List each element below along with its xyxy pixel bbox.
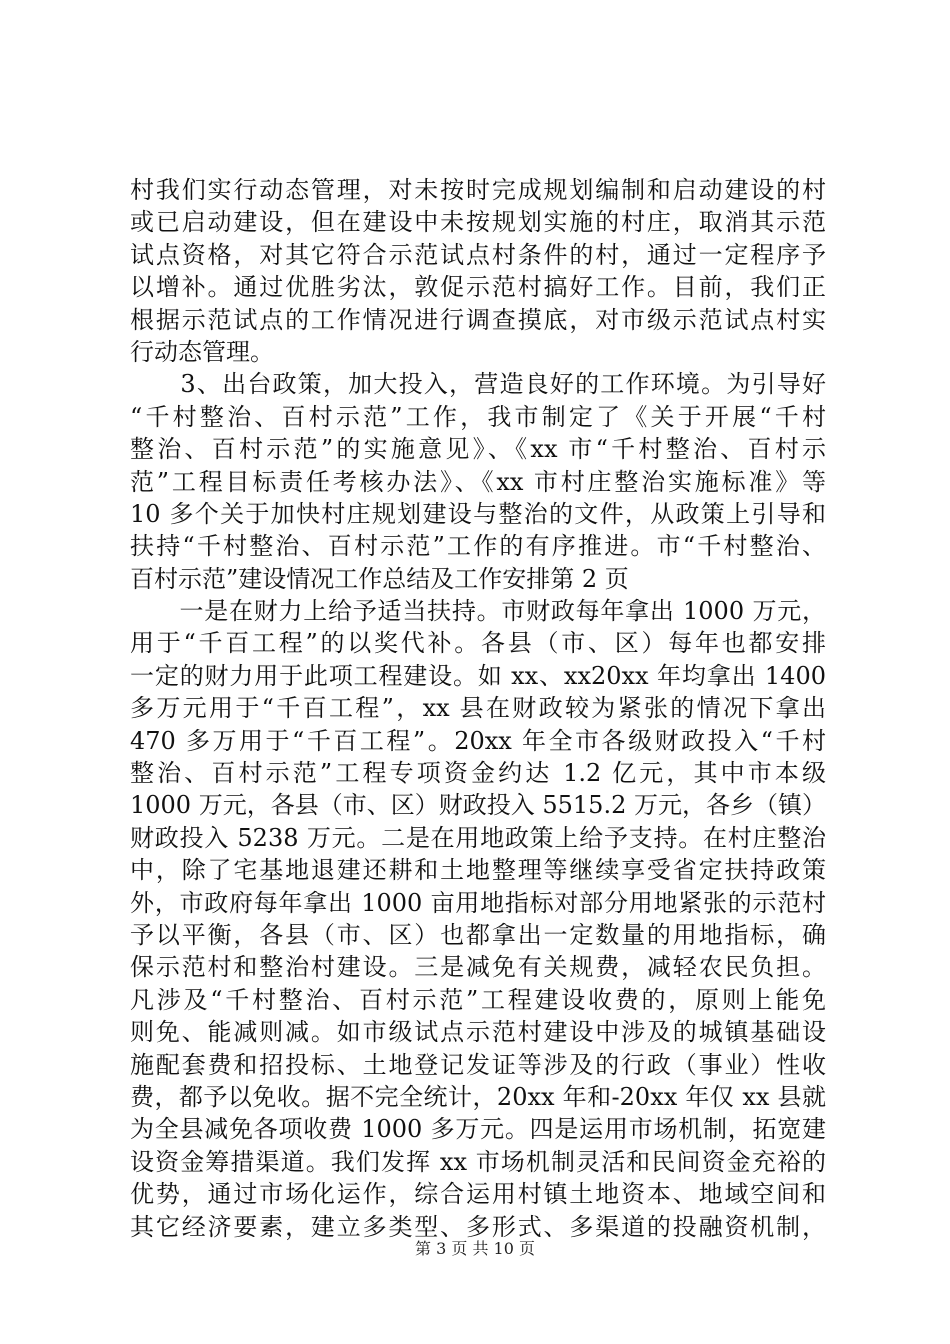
text-line: 1000 万元，各县（市、区）财政投入 5515.2 万元，各乡（镇） [130, 791, 826, 820]
text-line: 以增补。通过优胜劣汰，敦促示范村搞好工作。目前，我们正 [130, 273, 826, 302]
text-line: 设资金筹措渠道。我们发挥 xx 市场机制灵活和民间资金充裕的 [130, 1147, 826, 1176]
text-line: 中，除了宅基地退建还耕和土地整理等继续享受省定扶持政策 [130, 856, 826, 885]
body-text [130, 174, 826, 1243]
text-line: 百村示范”建设情况工作总结及工作安排第 2 页 [130, 564, 629, 593]
text-line: 扶持“千村整治、百村示范”工作的有序推进。市“千村整治、 [130, 532, 826, 561]
text-line: 予以平衡，各县（市、区）也都拿出一定数量的用地指标，确 [130, 920, 826, 949]
text-line: 优势，通过市场化运作，综合运用村镇土地资本、地域空间和 [130, 1180, 826, 1209]
text-line: 凡涉及“千村整治、百村示范”工程建设收费的，原则上能免 [130, 985, 826, 1014]
text-line: 10 多个关于加快村庄规划建设与整治的文件，从政策上引导和 [130, 499, 826, 528]
text-line: 财政投入 5238 万元。二是在用地政策上给予支持。在村庄整治 [130, 823, 826, 852]
text-line: 用于“千百工程”的以奖代补。各县（市、区）每年也都安排 [130, 629, 826, 658]
text-line: 为全县减免各项收费 1000 多万元。四是运用市场机制，拓宽建 [130, 1115, 826, 1144]
text-line: 保示范村和整治村建设。三是减免有关规费，减轻农民负担。 [130, 953, 826, 982]
text-line: 外，市政府每年拿出 1000 亩用地指标对部分用地紧张的示范村 [130, 888, 826, 917]
page-footer [0, 1239, 950, 1259]
text-line: 村我们实行动态管理，对未按时完成规划编制和启动建设的村 [130, 176, 826, 204]
text-line: “千村整治、百村示范”工作，我市制定了《关于开展“千村 [130, 402, 826, 431]
text-line: 整治、百村示范”工程专项资金约达 1.2 亿元，其中市本级 [130, 759, 826, 788]
text-line: 施配套费和招投标、土地登记发证等涉及的行政（事业）性收 [130, 1050, 826, 1079]
text-line: 3、出台政策，加大投入，营造良好的工作环境。为引导好 [130, 370, 826, 399]
text-line: 费，都予以免收。据不完全统计，20xx 年和-20xx 年仅 xx 县就 [130, 1082, 826, 1111]
text-line: 范”工程目标责任考核办法》、《xx 市村庄整治实施标准》等 [130, 467, 826, 496]
text-line: 多万元用于“千百工程”，xx 县在财政较为紧张的情况下拿出 [130, 694, 826, 723]
text-line: 行动态管理。 [130, 337, 274, 366]
text-line: 试点资格，对其它符合示范试点村条件的村，通过一定程序予 [130, 240, 826, 269]
text-line: 则免、能减则减。如市级试点示范村建设中涉及的城镇基础设 [130, 1018, 826, 1047]
text-line: 470 多万用于“千百工程”。20xx 年全市各级财政投入“千村 [130, 726, 826, 755]
text-line: 一是在财力上给予适当扶持。市财政每年拿出 1000 万元， [130, 597, 826, 626]
page-number-label: 第 3 页 共 10 页 [415, 1239, 535, 1258]
text-line: 一定的财力用于此项工程建设。如 xx、xx20xx 年均拿出 1400 [130, 661, 826, 690]
text-line: 整治、百村示范”的实施意见》、《xx 市“千村整治、百村示 [130, 435, 826, 464]
text-line: 或已启动建设，但在建设中未按规划实施的村庄，取消其示范 [130, 208, 826, 237]
text-line: 根据示范试点的工作情况进行调查摸底，对市级示范试点村实 [130, 305, 826, 334]
text-line: 其它经济要素，建立多类型、多形式、多渠道的投融资机制， [130, 1212, 826, 1241]
